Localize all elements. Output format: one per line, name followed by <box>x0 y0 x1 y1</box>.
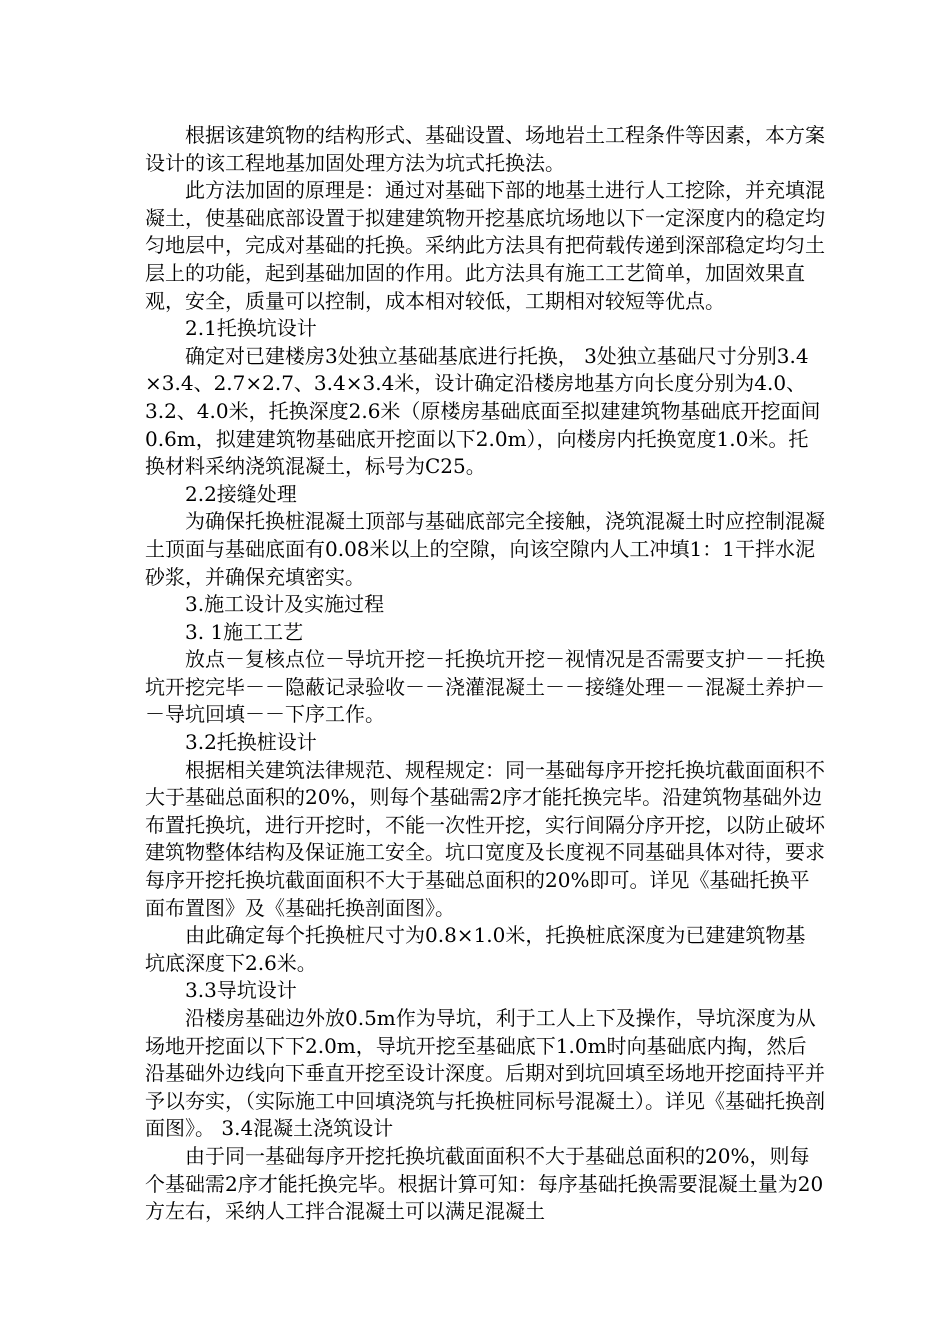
paragraph-principle: 此方法加固的原理是：通过对基础下部的地基土进行人工挖除，并充填混凝土，使基础底部设置于拟建建筑物开挖基底坑场地以下一定深度内的稳定均匀地层中，完成对基础的托换。采纳此方法具有把荷载传递到深部稳定均匀土层上的功能，起到基础加固的作用。此方法具有施工工艺简单，加固效果直观，安全，质量可以控制，成本相对较低，工期相对较短等优点。 <box>145 178 825 313</box>
heading-2-1: 2.1托换坑设计 <box>185 316 317 341</box>
heading-3-1: 3. 1施工工艺 <box>185 619 304 644</box>
paragraph-intro: 根据该建筑物的结构形式、基础设置、场地岩土工程条件等因素，本方案设计的该工程地基加固处理方法为坑式托换法。 <box>145 123 825 175</box>
paragraph-3-4: 由于同一基础每序开挖托换坑截面面积不大于基础总面积的20%，则每个基础需2序才能托换完毕。根据计算可知：每序基础托换需要混凝土量为20方左右，采纳人工拌合混凝土可以满足混凝土 <box>145 1143 824 1224</box>
paragraph-3-2: 根据相关建筑法律规范、规程规定：同一基础每序开挖托换坑截面面积不大于基础总面积的20%，则每个基础需2序才能托换完毕。沿建筑物基础外边布置托换坑，进行开挖时，不能一次性开挖，实行间隔分序开挖，以防止破坏建筑物整体结构及保证施工安全。坑口宽度及长度视不同基础具体对待，要求每序开挖托换坑截面面积不大于基础总面积的20%即可。详见《基础托换平面布置图》及《基础托换剖面图》。 <box>145 757 825 920</box>
paragraph-2-2: 为确保托换桩混凝土顶部与基础底部完全接触，浇筑混凝土时应控制混凝土顶面与基础底面有0.08米以上的空隙，向该空隙内人工冲填1：1干拌水泥砂浆，并确保充填密实。 <box>145 509 825 589</box>
paragraph-3-2-size: 由此确定每个托换桩尺寸为0.8×1.0米，托换桩底深度为已建建筑物基坑底深度下2.6米。 <box>145 923 806 975</box>
document-body <box>145 122 825 1226</box>
heading-3-3: 3.3导坑设计 <box>185 978 297 1003</box>
heading-3-2: 3.2托换桩设计 <box>185 730 317 755</box>
heading-3: 3.施工设计及实施过程 <box>185 592 385 617</box>
paragraph-3-1: 放点－复核点位－导坑开挖－托换坑开挖－视情况是否需要支护－－托换坑开挖完毕－－隐蔽记录验收－－浇灌混凝土－－接缝处理－－混凝土养护－－导坑回填－－下序工作。 <box>145 647 825 727</box>
paragraph-2-1: 确定对已建楼房3处独立基础基底进行托换， 3处独立基础尺寸分别3.4×3.4、2.7×2.7、3.4×3.4米，设计确定沿楼房地基方向长度分别为4.0、3.2、4.0米，托换深度2.6米（原楼房基础底面至拟建建筑物基础底开挖面间0.6m，拟建建筑物基础底开挖面以下2.0m），向楼房内托换宽度1.0米。托换材料采纳浇筑混凝土，标号为C25。 <box>145 343 821 479</box>
heading-2-2: 2.2接缝处理 <box>185 481 297 506</box>
paragraph-3-3: 沿楼房基础边外放0.5m作为导坑，利于工人上下及操作，导坑深度为从场地开挖面以下下2.0m，导坑开挖至基础底下1.0m时向基础底内掏，然后沿基础外边线向下垂直开挖至设计深度。后期对到坑回填至场地开挖面持平并予以夯实，（实际施工中回填浇筑与托换桩同标号混凝土）。详见《基础托换剖面图》。 3.4混凝土浇筑设计 <box>145 1006 825 1141</box>
